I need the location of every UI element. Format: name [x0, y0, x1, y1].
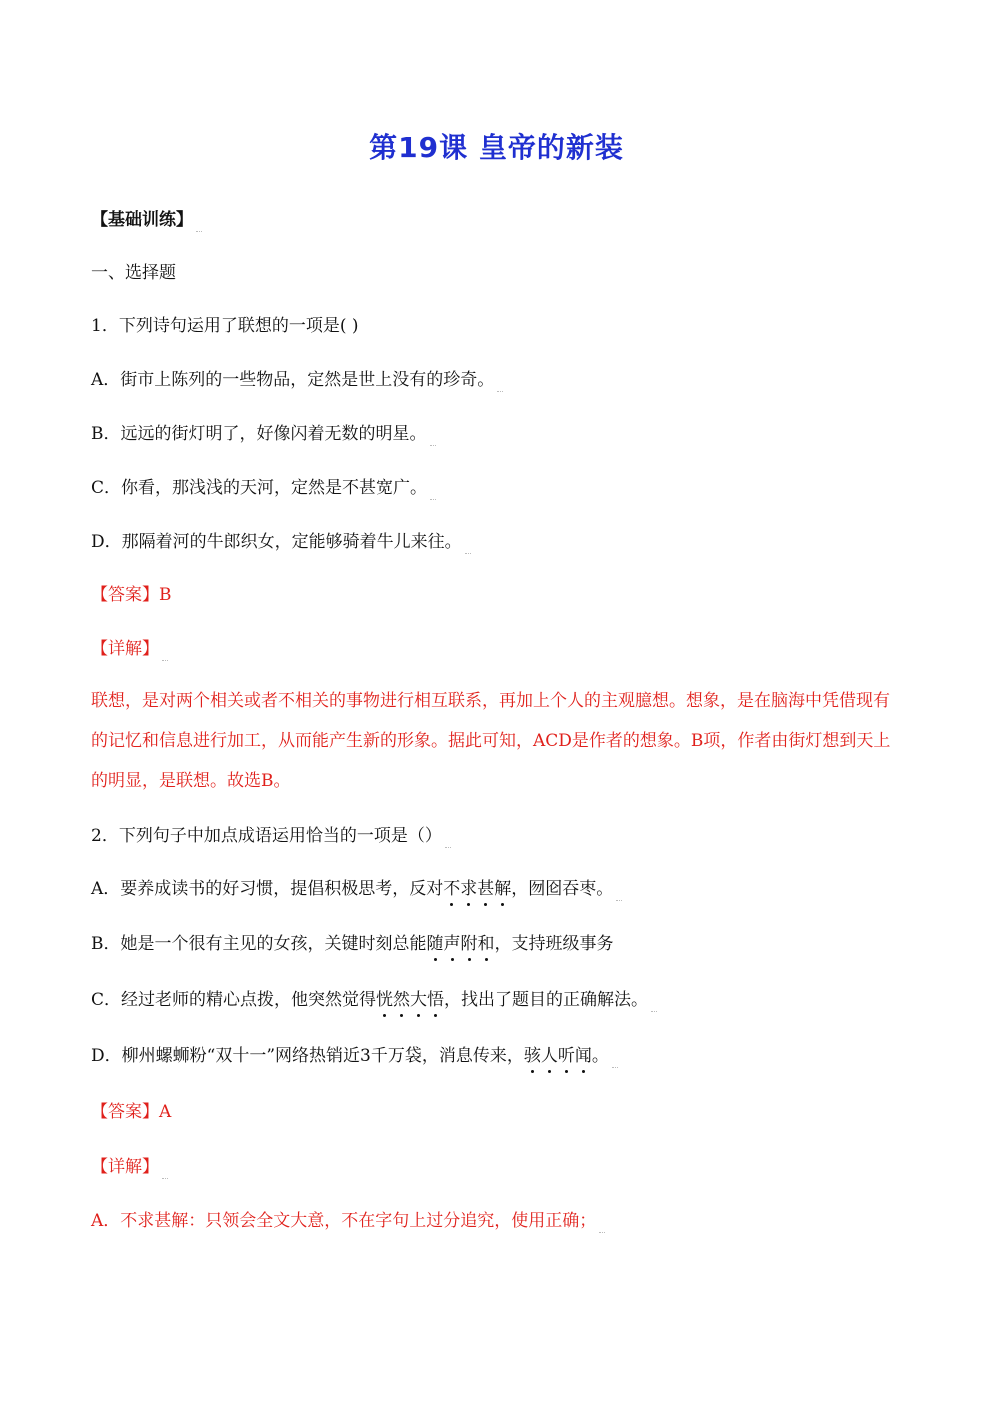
q2-option-d	[91, 1044, 911, 1068]
q2-option-a	[91, 877, 911, 901]
paragraph-mark	[162, 659, 168, 661]
paragraph-mark	[162, 1177, 168, 1179]
paragraph-mark	[430, 444, 436, 446]
q2-option-c-pre: C．经过老师的精心点拨，他突然觉得	[91, 990, 377, 1010]
dotted-char: 甚	[477, 879, 495, 899]
q1-option-b-text: B．远远的街灯明了，好像闪着无数的明星。	[91, 424, 427, 444]
q2-option-b-post: ，支持班级事务	[494, 934, 614, 954]
q1-answer: 【答案】B	[91, 585, 172, 605]
dotted-char: 附	[460, 934, 478, 954]
paragraph-mark	[497, 390, 503, 392]
paragraph-mark	[430, 498, 436, 500]
q1-option-a	[91, 368, 911, 392]
q2-option-a-pre: A．要养成读书的好习惯，提倡积极思考，反对	[91, 879, 444, 899]
paragraph-mark	[465, 552, 471, 554]
dotted-char: 和	[477, 934, 495, 954]
q2-detail-label	[91, 1155, 911, 1179]
q1-option-d-text: D．那隔着河的牛郎织女，定能够骑着牛儿来往。	[91, 532, 462, 552]
q1-detail-label	[91, 637, 911, 661]
dotted-char: 声	[443, 934, 461, 954]
dotted-char: 骇	[523, 1046, 541, 1066]
q2-detail-text	[91, 1209, 911, 1233]
q1-stem: 1．下列诗句运用了联想的一项是( )	[91, 316, 359, 336]
section-heading-text: 【基础训练】	[91, 210, 193, 230]
dotted-char: 解	[494, 879, 512, 899]
paragraph-mark	[445, 846, 451, 848]
q2-option-a-idiom	[443, 879, 511, 899]
dotted-char: 闻	[574, 1046, 592, 1066]
q2-answer: 【答案】A	[91, 1102, 172, 1122]
q2-stem	[91, 824, 911, 848]
q2-option-c	[91, 988, 911, 1012]
q2-detail-text-content: A．不求甚解：只领会全文大意，不在字句上过分追究，使用正确；	[91, 1211, 597, 1231]
q2-option-b-idiom	[427, 934, 495, 954]
subsection-heading: 一、选择题	[91, 263, 176, 283]
q1-option-d	[91, 530, 911, 554]
paragraph-mark	[612, 1066, 618, 1068]
q1-option-b	[91, 422, 911, 446]
q2-option-b	[91, 932, 911, 956]
q2-option-d-pre: D．柳州螺蛳粉“双十一”网络热销近3千万袋，消息传来，	[91, 1046, 524, 1066]
paragraph-mark	[651, 1010, 657, 1012]
q1-option-c-text: C．你看，那浅浅的天河，定然是不甚宽广。	[91, 478, 428, 498]
dotted-char: 悟	[427, 990, 445, 1010]
q2-option-d-idiom	[524, 1046, 592, 1066]
dotted-char: 恍	[376, 990, 394, 1010]
dotted-char: 大	[410, 990, 428, 1010]
q1-detail-label-text: 【详解】	[91, 639, 159, 659]
q1-option-a-text: A．街市上陈列的一些物品，定然是世上没有的珍奇。	[91, 370, 495, 390]
lesson-title: 第19课 皇帝的新装	[369, 131, 624, 164]
dotted-char: 随	[426, 934, 444, 954]
q2-option-c-post: ，找出了题目的正确解法。	[444, 990, 649, 1010]
dotted-char: 不	[443, 879, 461, 899]
dotted-char: 听	[557, 1046, 575, 1066]
q2-option-b-pre: B．她是一个很有主见的女孩，关键时刻总能	[91, 934, 427, 954]
paragraph-mark	[196, 230, 202, 232]
q2-stem-text: 2．下列句子中加点成语运用恰当的一项是（）	[91, 826, 442, 846]
q2-option-c-idiom	[376, 990, 444, 1010]
section-heading	[91, 208, 911, 232]
q2-option-a-post: ，囫囵吞枣。	[511, 879, 614, 899]
paragraph-mark	[616, 899, 622, 901]
dotted-char: 求	[460, 879, 478, 899]
paragraph-mark	[599, 1231, 605, 1233]
q1-option-c	[91, 476, 911, 500]
dotted-char: 人	[540, 1046, 558, 1066]
q2-detail-label-text: 【详解】	[91, 1157, 159, 1177]
q2-option-d-post: 。	[591, 1046, 609, 1066]
q1-detail-text: 联想，是对两个相关或者不相关的事物进行相互联系，再加上个人的主观臆想。想象，是在脑海中凭借现有的记忆和信息进行加工，从而能产生新的形象。据此可知，ACD是作者的想象。B项，作者由街灯想到天上的明显，是联想。故选B。	[91, 691, 891, 791]
dotted-char: 然	[393, 990, 411, 1010]
